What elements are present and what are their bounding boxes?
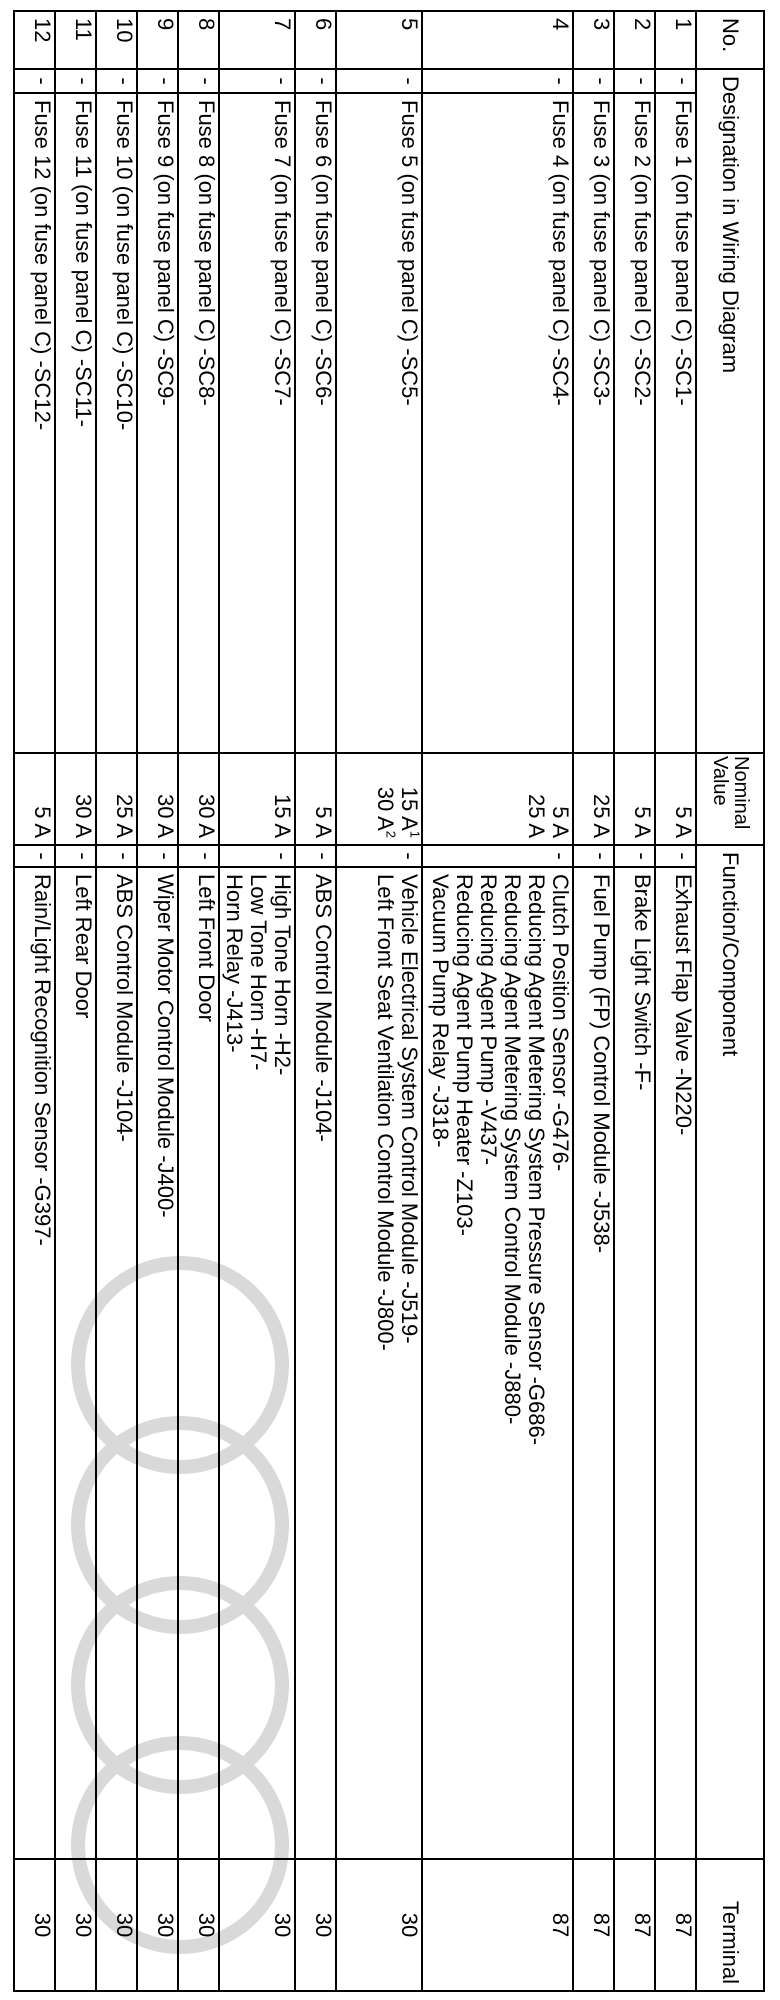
nominal-value-text: 5 A bbox=[310, 806, 336, 838]
function-component-line: Brake Light Switch -F- bbox=[630, 874, 656, 1091]
row-terminal: 87 bbox=[614, 1859, 655, 1991]
function-component-line: Reducing Agent Pump Heater -Z103- bbox=[452, 874, 478, 1236]
row-dash: - bbox=[655, 845, 696, 867]
row-nominal-value bbox=[614, 753, 655, 845]
row-nominal-value bbox=[96, 753, 137, 845]
row-number: 11 bbox=[55, 11, 96, 69]
table-row bbox=[336, 11, 422, 1991]
table-row bbox=[137, 11, 178, 1991]
nominal-value-line bbox=[311, 760, 335, 838]
function-component-line: Vehicle Electrical System Control Module -J519- bbox=[396, 874, 422, 1344]
row-function-component bbox=[14, 867, 55, 1859]
row-number: 10 bbox=[96, 11, 137, 69]
table-row bbox=[573, 11, 614, 1991]
table-body bbox=[14, 11, 696, 1991]
nominal-value-line bbox=[548, 760, 572, 838]
table-row bbox=[96, 11, 137, 1991]
row-nominal-value bbox=[573, 753, 614, 845]
row-nominal-value bbox=[655, 753, 696, 845]
table-row bbox=[55, 11, 96, 1991]
nominal-value-line bbox=[373, 760, 397, 838]
function-component-line: High Tone Horn -H2- bbox=[269, 874, 295, 1076]
row-designation: Fuse 6 (on fuse panel C) -SC6- bbox=[295, 93, 336, 753]
nominal-value-line bbox=[270, 760, 294, 838]
row-number: 4 bbox=[422, 11, 574, 69]
row-function-component bbox=[137, 867, 178, 1859]
row-terminal: 30 bbox=[336, 1859, 422, 1991]
row-function-component bbox=[655, 867, 696, 1859]
nominal-value-text: 15 A bbox=[396, 786, 422, 831]
row-dash: - bbox=[55, 845, 96, 867]
nominal-value-line bbox=[194, 760, 218, 838]
row-number: 1 bbox=[655, 11, 696, 69]
nominal-value-line bbox=[671, 760, 695, 838]
header-nominal-value: Nominal Value bbox=[696, 753, 764, 845]
row-function-component bbox=[219, 867, 295, 1859]
row-dash: - bbox=[14, 69, 55, 93]
nominal-value-text: 25 A bbox=[589, 793, 615, 838]
function-component-line: Left Front Door bbox=[193, 874, 219, 1022]
function-component-line: Low Tone Horn -H7- bbox=[245, 874, 271, 1071]
row-dash: - bbox=[96, 845, 137, 867]
row-nominal-value bbox=[55, 753, 96, 845]
footnote-marker: 2 bbox=[382, 830, 398, 838]
nominal-value-line bbox=[153, 760, 177, 838]
function-component-line: Reducing Agent Metering System Control Module -J880- bbox=[500, 874, 526, 1425]
row-designation: Fuse 11 (on fuse panel C) -SC11- bbox=[55, 93, 96, 753]
row-nominal-value bbox=[178, 753, 219, 845]
row-dash: - bbox=[178, 69, 219, 93]
row-dash: - bbox=[614, 69, 655, 93]
row-designation: Fuse 5 (on fuse panel C) -SC5- bbox=[336, 93, 422, 753]
function-component-line: Exhaust Flap Valve -N220- bbox=[671, 874, 696, 1136]
nominal-value-line bbox=[630, 760, 654, 838]
fuse-assignment-table bbox=[13, 10, 765, 1992]
row-dash: - bbox=[178, 845, 219, 867]
nominal-value-line bbox=[524, 760, 548, 838]
nominal-value-text: 5 A bbox=[548, 806, 574, 838]
header-designation: Designation in Wiring Diagram bbox=[696, 69, 764, 753]
row-terminal: 30 bbox=[96, 1859, 137, 1991]
row-function-component bbox=[422, 867, 574, 1859]
row-designation: Fuse 2 (on fuse panel C) -SC2- bbox=[614, 93, 655, 753]
row-dash: - bbox=[336, 69, 422, 93]
row-dash: - bbox=[422, 69, 574, 93]
row-function-component bbox=[614, 867, 655, 1859]
row-terminal: 87 bbox=[422, 1859, 574, 1991]
row-function-component bbox=[295, 867, 336, 1859]
nominal-value-text: 5 A bbox=[671, 806, 696, 838]
row-terminal: 30 bbox=[295, 1859, 336, 1991]
function-component-line: Reducing Agent Pump -V437- bbox=[476, 874, 502, 1166]
row-dash: - bbox=[295, 845, 336, 867]
table-row bbox=[219, 11, 295, 1991]
row-dash: - bbox=[573, 845, 614, 867]
function-component-line: ABS Control Module -J104- bbox=[111, 874, 137, 1142]
row-nominal-value bbox=[422, 753, 574, 845]
nominal-value-text: 5 A bbox=[30, 806, 56, 838]
row-dash: - bbox=[137, 845, 178, 867]
nominal-value-text: 30 A bbox=[152, 793, 178, 838]
row-terminal: 30 bbox=[14, 1859, 55, 1991]
row-nominal-value bbox=[219, 753, 295, 845]
row-dash: - bbox=[573, 69, 614, 93]
row-designation: Fuse 8 (on fuse panel C) -SC8- bbox=[178, 93, 219, 753]
row-number: 6 bbox=[295, 11, 336, 69]
table-row bbox=[295, 11, 336, 1991]
footnote-marker: 1 bbox=[406, 830, 422, 838]
row-terminal: 87 bbox=[573, 1859, 614, 1991]
row-designation: Fuse 3 (on fuse panel C) -SC3- bbox=[573, 93, 614, 753]
header-function-component: Function/Component bbox=[696, 845, 764, 1859]
nominal-value-line bbox=[71, 760, 95, 838]
table-row bbox=[178, 11, 219, 1991]
nominal-value-line bbox=[589, 760, 613, 838]
row-dash: - bbox=[422, 845, 574, 867]
table-row bbox=[422, 11, 574, 1991]
row-function-component bbox=[96, 867, 137, 1859]
row-terminal: 30 bbox=[178, 1859, 219, 1991]
row-nominal-value bbox=[14, 753, 55, 845]
row-designation: Fuse 10 (on fuse panel C) -SC10- bbox=[96, 93, 137, 753]
row-nominal-value bbox=[336, 753, 422, 845]
header-terminal: Terminal bbox=[696, 1859, 764, 1991]
table-row bbox=[614, 11, 655, 1991]
function-component-line: Fuel Pump (FP) Control Module -J538- bbox=[589, 874, 615, 1254]
function-component-line: Horn Relay -J413- bbox=[221, 874, 247, 1053]
row-number: 8 bbox=[178, 11, 219, 69]
function-component-line: Vacuum Pump Relay -J318- bbox=[428, 874, 454, 1148]
row-function-component bbox=[336, 867, 422, 1859]
table-row bbox=[14, 11, 55, 1991]
row-number: 3 bbox=[573, 11, 614, 69]
rotated-table-frame bbox=[13, 10, 765, 1990]
function-component-line: Left Rear Door bbox=[71, 874, 96, 1019]
row-nominal-value bbox=[295, 753, 336, 845]
row-function-component bbox=[178, 867, 219, 1859]
row-number: 2 bbox=[614, 11, 655, 69]
nominal-value-text: 25 A bbox=[111, 793, 137, 838]
nominal-value-line bbox=[112, 760, 136, 838]
row-terminal: 30 bbox=[55, 1859, 96, 1991]
row-dash: - bbox=[14, 845, 55, 867]
function-component-line: ABS Control Module -J104- bbox=[310, 874, 336, 1142]
function-component-line: Reducing Agent Metering System Pressure Sensor -G686- bbox=[524, 874, 550, 1446]
row-dash: - bbox=[137, 69, 178, 93]
row-terminal: 87 bbox=[655, 1859, 696, 1991]
nominal-value-text: 30 A bbox=[71, 793, 96, 838]
row-dash: - bbox=[219, 845, 295, 867]
row-dash: - bbox=[96, 69, 137, 93]
row-dash: - bbox=[219, 69, 295, 93]
row-designation: Fuse 12 (on fuse panel C) -SC12- bbox=[14, 93, 55, 753]
row-number: 9 bbox=[137, 11, 178, 69]
nominal-value-text: 15 A bbox=[269, 793, 295, 838]
row-designation: Fuse 1 (on fuse panel C) -SC1- bbox=[655, 93, 696, 753]
row-nominal-value bbox=[137, 753, 178, 845]
row-function-component bbox=[573, 867, 614, 1859]
table-row bbox=[655, 11, 696, 1991]
nominal-value-line bbox=[397, 760, 421, 838]
function-component-line: Wiper Motor Control Module -J400- bbox=[152, 874, 178, 1218]
header-no: No. bbox=[696, 11, 764, 69]
nominal-value-text: 5 A bbox=[630, 806, 656, 838]
row-dash: - bbox=[655, 69, 696, 93]
row-designation: Fuse 7 (on fuse panel C) -SC7- bbox=[219, 93, 295, 753]
table-header-row bbox=[696, 11, 764, 1991]
row-dash: - bbox=[614, 845, 655, 867]
row-terminal: 30 bbox=[137, 1859, 178, 1991]
nominal-value-text: 30 A bbox=[193, 793, 219, 838]
row-number: 5 bbox=[336, 11, 422, 69]
function-component-line: Left Front Seat Ventilation Control Module -J800- bbox=[372, 874, 398, 1351]
row-dash: - bbox=[336, 845, 422, 867]
function-component-line: Rain/Light Recognition Sensor -G397- bbox=[30, 874, 56, 1246]
row-designation: Fuse 4 (on fuse panel C) -SC4- bbox=[422, 93, 574, 753]
row-function-component bbox=[55, 867, 96, 1859]
row-dash: - bbox=[55, 69, 96, 93]
nominal-value-text: 25 A bbox=[524, 793, 550, 838]
row-terminal: 30 bbox=[219, 1859, 295, 1991]
row-designation: Fuse 9 (on fuse panel C) -SC9- bbox=[137, 93, 178, 753]
nominal-value-text: 30 A bbox=[372, 786, 398, 831]
row-dash: - bbox=[295, 69, 336, 93]
nominal-value-line bbox=[30, 760, 54, 838]
row-number: 7 bbox=[219, 11, 295, 69]
function-component-line: Clutch Position Sensor -G476- bbox=[548, 874, 574, 1172]
row-number: 12 bbox=[14, 11, 55, 69]
